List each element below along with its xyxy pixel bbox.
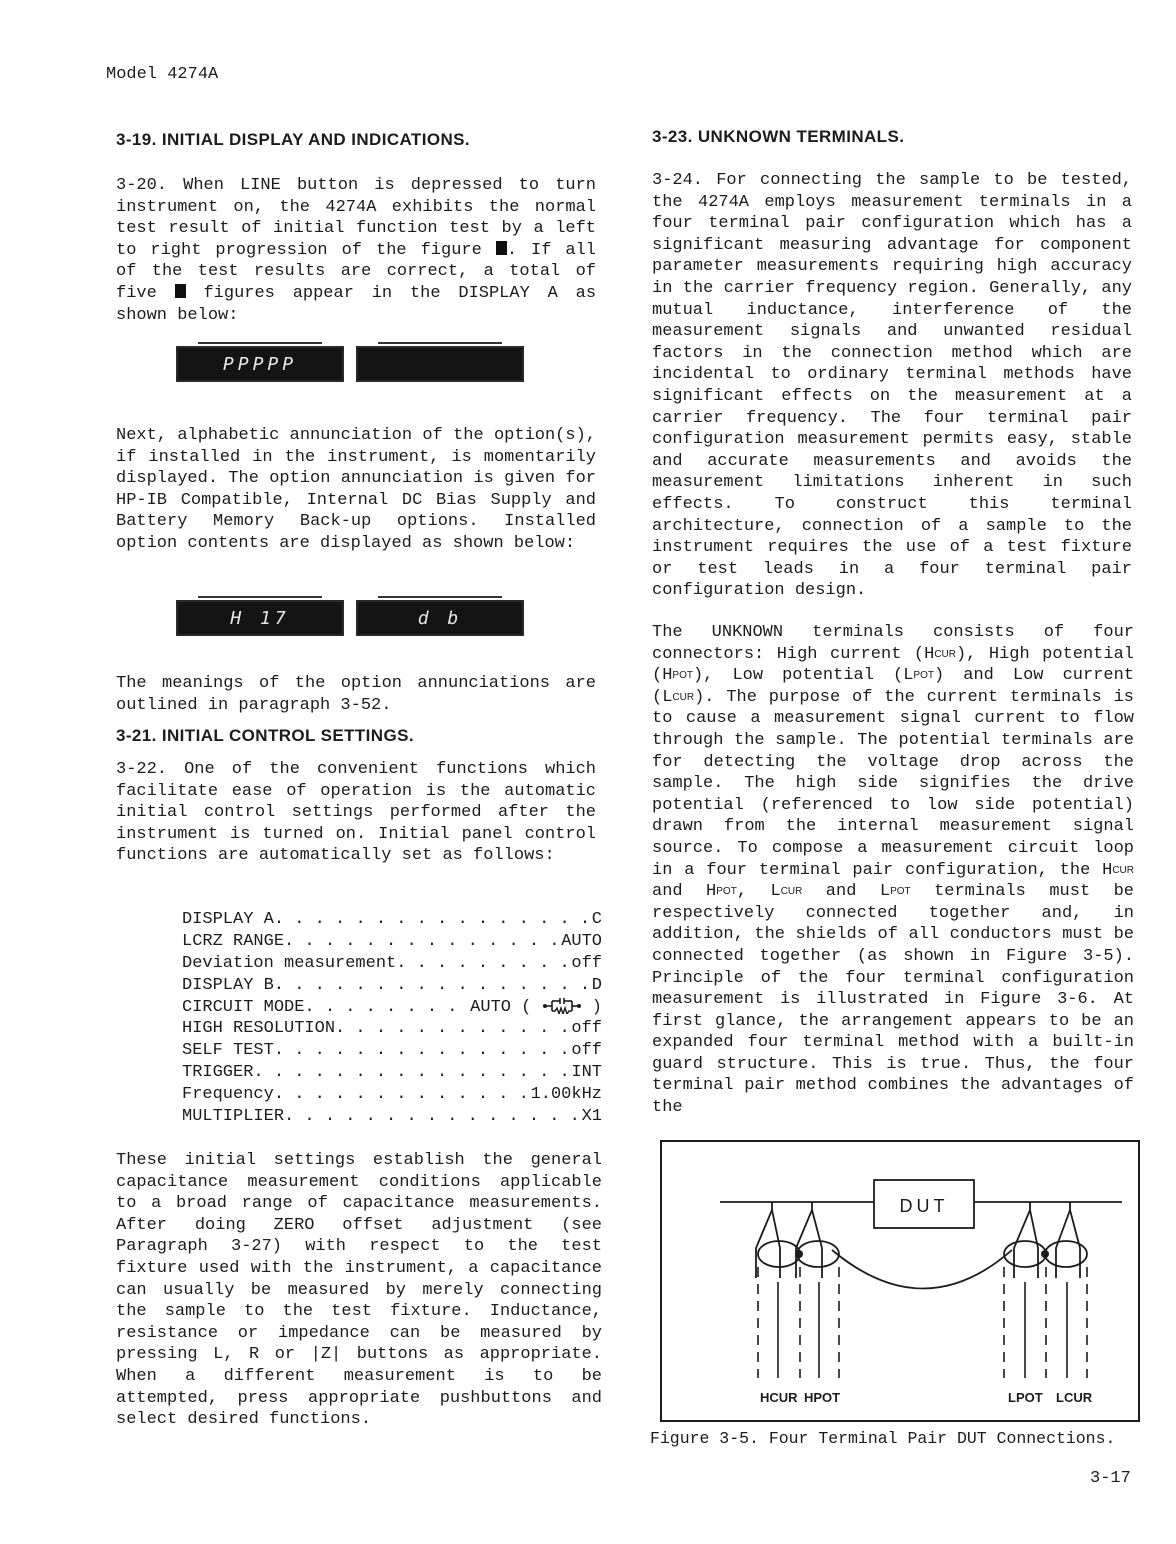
paragraph-unknown-terminals: The UNKNOWN terminals consists of four connectors: High current $(H_{CUR})$, High potential $(H_{POT})$, Low potential $(L_{POT})$ and Low current $(L_{CUR})$. The purpose of the current terminals is to cause a measurement signal current to flow through the sample. The potential terminals are for detecting the voltage drop across the sample. The high side signifies the drive potential (referenced to low side potential) drawn from the internal measurement signal source. To compose a measurement circuit loop in a four terminal pair configuration, the $H_{CUR}$ and $H_{POT}$, $L_{CUR}$ and $L_{POT}$ terminals must be respectively connected together and, in addition, the shields of all conductors must be connected together (as shown in Figure 3-5). Principle of the four terminal configuration measurement is illustrated in Figure 3-6. At first glance, the arrangement appears to be an expanded four terminal method with a built-in guard structure. This is true. Thus, the four terminal pair method combines the advantages of the — [652, 623, 1134, 1118]
figure-p-glyph — [496, 241, 507, 255]
label-hpot: HPOT — [804, 1390, 841, 1405]
setting-row: Frequency . . . 1.00kHz — [182, 1084, 602, 1106]
p320-part-c: figures appear in the DISPLAY A as shown below: — [116, 283, 597, 325]
label-lpot: LPOT — [1008, 1390, 1043, 1405]
p320-part-a: 3-20. When LINE button is depressed to turn instrument on, the 4274A exhibits the normal test result of initial function test by a left to right progression of the figure — [116, 176, 596, 260]
paragraph-option-meanings: The meanings of the option annunciations are outlined in paragraph 3-52. — [116, 674, 596, 715]
heading-3-23: 3-23. UNKNOWN TERMINALS. — [652, 127, 905, 146]
heading-3-21: 3-21. INITIAL CONTROL SETTINGS. — [116, 726, 414, 745]
page-number: 3-17 — [1090, 1469, 1131, 1488]
setting-row: TRIGGER . . . INT — [182, 1062, 602, 1084]
figure-p-glyph — [175, 284, 186, 298]
parallel-circuit-icon — [542, 998, 582, 1014]
display-a-window — [176, 600, 344, 636]
setting-row: SELF TEST . . . off — [182, 1040, 602, 1062]
label-hcur: HCUR — [760, 1390, 798, 1405]
display-panel-1 — [176, 340, 526, 384]
setting-row: MULTIPLIER . . . X1 — [182, 1106, 602, 1128]
dut-label: DUT — [899, 1196, 949, 1216]
p320-part-b: . If all of the test results are correct, a total of five — [116, 240, 597, 303]
display-a-window — [176, 346, 344, 382]
setting-row: DISPLAY B . . . D — [182, 975, 602, 997]
figure-caption: Figure 3-5. Four Terminal Pair DUT Connections. — [650, 1429, 1116, 1448]
setting-row: HIGH RESOLUTION . . . off — [182, 1018, 602, 1040]
model-header: Model 4274A — [106, 65, 219, 84]
paragraph-3-20 — [116, 175, 596, 326]
paragraph-3-24: 3-24. For connecting the sample to be tested, the 4274A employs measurement terminals in a four terminal pair configuration which has a significant measuring advantage for component parameter measurements requiring high accuracy in the carrier frequency region. Generally, any mutual inductance, interference of the measurement signals and unwanted residual factors in the connection method which are incidental to ordinary terminal methods have significant effects on the measurement at a carrier frequency. The four terminal pair configuration measurement permits easy, stable and accurate measurements and avoids the measurement limitations inherent in such effects. To construct this terminal architecture, connection of a sample to the instrument requires the use of a test fixture or test leads in a four terminal pair configuration design. — [652, 171, 1132, 601]
display-b-readout: d b — [417, 608, 463, 629]
display-panel-2 — [176, 594, 526, 638]
setting-row: LCRZ RANGE . . . AUTO — [182, 931, 602, 953]
figure-3-5 — [660, 1140, 1140, 1422]
setting-row: DISPLAY A . . . C — [182, 909, 602, 931]
display-b-window — [356, 346, 524, 382]
setting-row: Deviation measurement . . . off — [182, 953, 602, 975]
heading-3-19: 3-19. INITIAL DISPLAY AND INDICATIONS. — [116, 130, 470, 149]
setting-row: CIRCUIT MODE . . . AUTO ( ) — [182, 997, 602, 1019]
settings-list — [182, 909, 602, 1128]
display-a-readout: H 17 — [230, 608, 290, 629]
four-terminal-pair-diagram — [662, 1142, 1138, 1420]
display-b-window — [356, 600, 524, 636]
paragraph-option-annunciation: Next, alphabetic annunciation of the option(s), if installed in the instrument, is momentarily displayed. The option annunciation is given for HP-IB Compatible, Internal DC Bias Supply and Battery Memory Back-up options. Installed option contents are displayed as shown below: — [116, 426, 596, 553]
label-lcur: LCUR — [1056, 1390, 1093, 1405]
paragraph-3-22: 3-22. One of the convenient functions which facilitate ease of operation is the automatic initial control settings performed after the instrument is turned on. Initial panel control functions are automatically set as follows: — [116, 760, 596, 866]
paragraph-initial-settings: These initial settings establish the general capacitance measurement conditions applicable to a broad range of capacitance measurements. After doing ZERO offset adjustment (see Paragraph 3-27) with respect to the test fixture used with the instrument, a capacitance can usually be measured by merely connecting the sample to the test fixture. Inductance, resistance or impedance can be measured by pressing L, R or |Z| buttons as appropriate. When a different measurement is to be attempted, press appropriate pushbuttons and select desired functions. — [116, 1151, 602, 1430]
display-a-readout: PPPPP — [222, 354, 298, 375]
